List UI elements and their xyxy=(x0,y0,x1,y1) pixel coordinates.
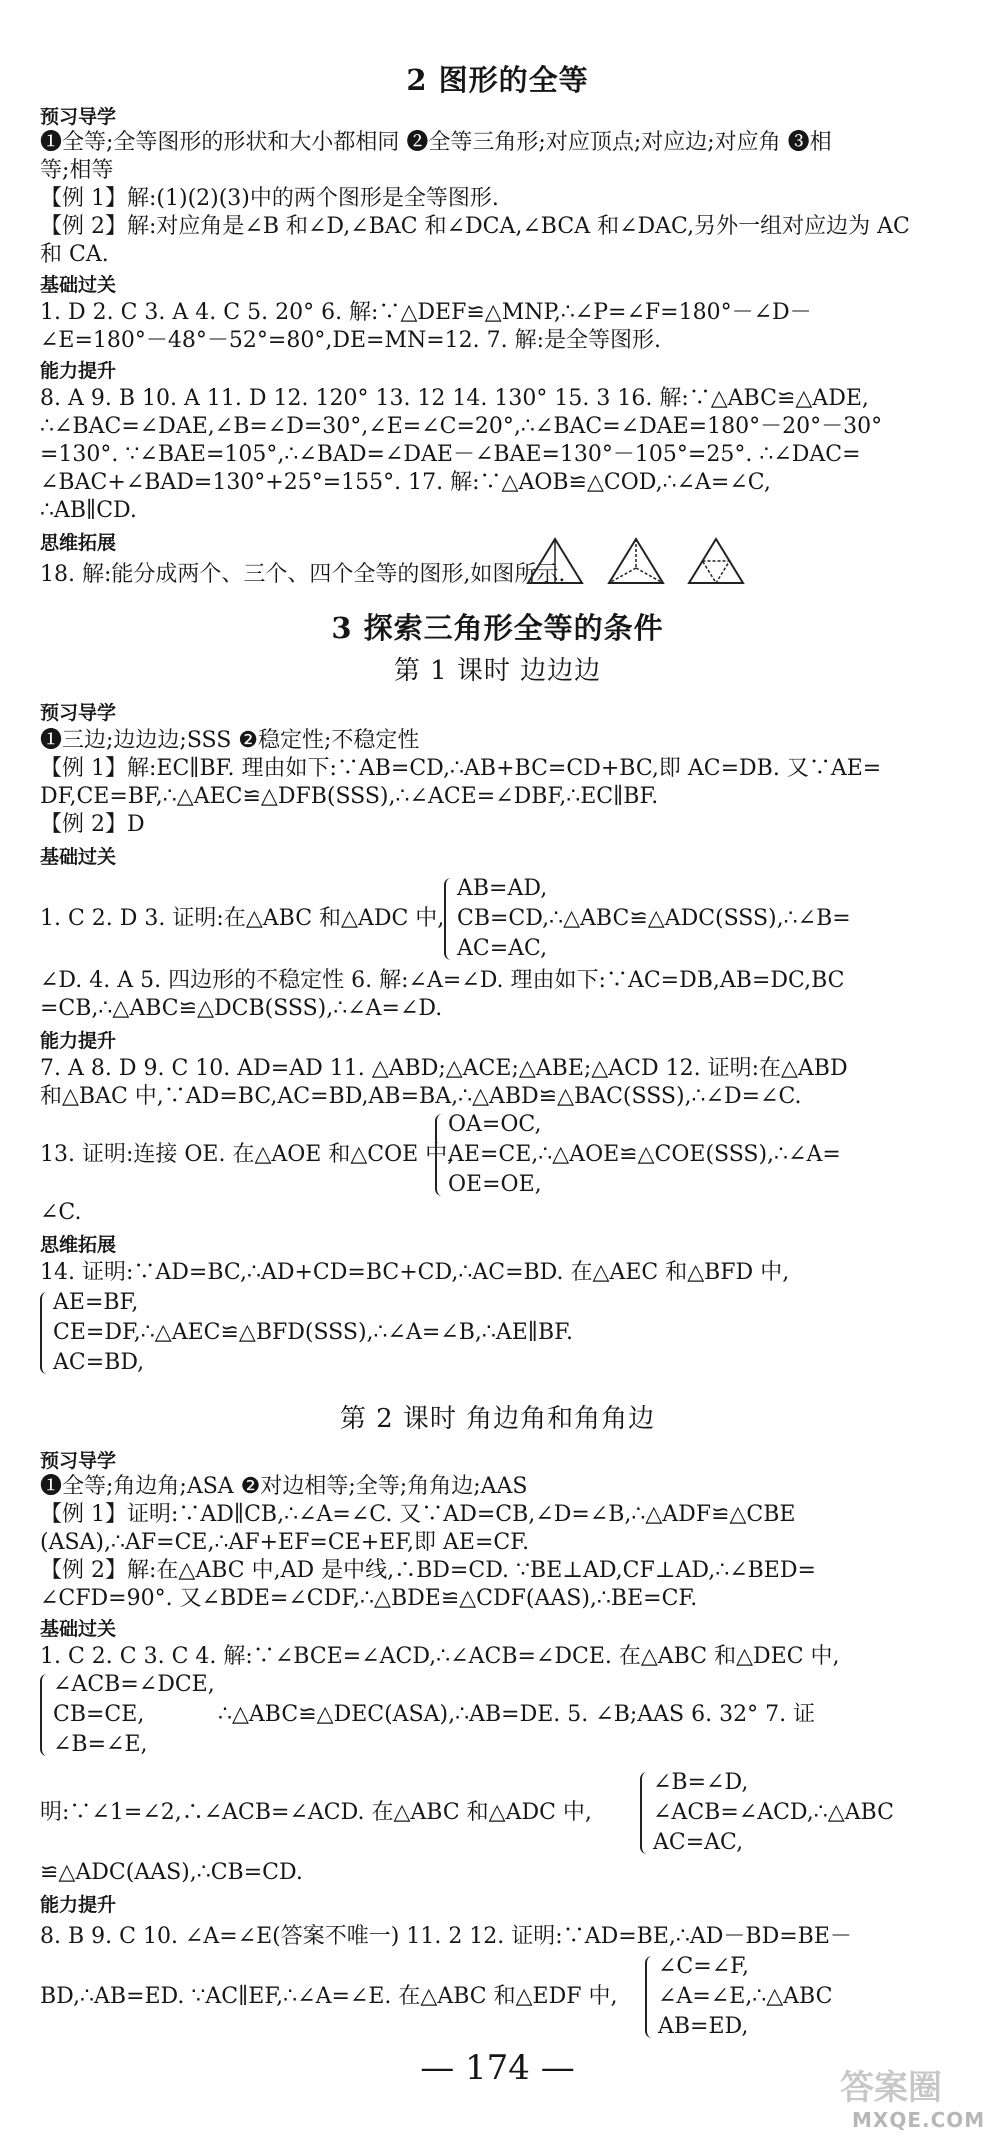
watermark-url: MXQE.COM xyxy=(852,2108,986,2132)
text-line: BD,∴AB=ED. ∵AC∥EF,∴∠A=∠E. 在△ABC 和△EDF 中, xyxy=(40,1984,618,2009)
text-line: 和 CA. xyxy=(40,242,109,267)
text-line: ∠D. 4. A 5. 四边形的不稳定性 6. 解:∠A=∠D. 理由如下:∵AC=DB,AB=DC,BC xyxy=(40,968,845,993)
brace-line: OE=OE, xyxy=(448,1172,542,1197)
section-heading: 预习导学 xyxy=(40,702,117,724)
brace-line: AC=AC, xyxy=(457,936,548,961)
triangle-three-parts-figure xyxy=(606,536,666,586)
text-line: 8. B 9. C 10. ∠A=∠E(答案不唯一) 11. 2 12. 证明:∵AD=BE,∴AD－BD=BE－ xyxy=(40,1924,852,1949)
text-line: 【例 2】D xyxy=(40,812,145,837)
text-line: ❶全等;角边角;ASA ❷对边相等;全等;角角边;AAS xyxy=(40,1474,528,1499)
section-heading: 思维拓展 xyxy=(40,532,117,554)
section-heading: 思维拓展 xyxy=(40,1234,117,1256)
text-line: ❶三边;边边边;SSS ❷稳定性;不稳定性 xyxy=(40,728,420,753)
text-line: 【例 1】解:EC∥BF. 理由如下:∵AB=CD,∴AB+BC=CD+BC,即 AC=DB. 又∵AE= xyxy=(40,756,882,781)
page-number: — 174 — xyxy=(420,2048,575,2088)
text-line: ❶全等;全等图形的形状和大小都相同 ❷全等三角形;对应顶点;对应边;对应角 ❸相 xyxy=(40,130,832,155)
brace-line: AC=BD, xyxy=(53,1350,145,1375)
equation-brace xyxy=(40,1670,215,1760)
section-title: 2 图形的全等 xyxy=(406,63,589,97)
text-line: ∴△ABC≌△DEC(ASA),∴AB=DE. 5. ∠B;AAS 6. 32° 7. 证 xyxy=(218,1702,816,1727)
section-heading: 基础过关 xyxy=(40,1618,117,1640)
text-line: 18. 解:能分成两个、三个、四个全等的图形,如图所示. xyxy=(40,562,566,587)
section-title: 3 探索三角形全等的条件 xyxy=(331,611,664,645)
brace-line: AB=AD, xyxy=(457,876,548,901)
section-heading: 能力提升 xyxy=(40,1030,117,1052)
brace-line: CE=DF,∴△AEC≌△BFD(SSS),∴∠A=∠B,∴AE∥BF. xyxy=(53,1320,573,1345)
text-line: 1. C 2. D 3. 证明:在△ABC 和△ADC 中, xyxy=(40,906,445,931)
equation-brace xyxy=(435,1110,841,1200)
text-line: (ASA),∴AF=CE,∴AF+EF=CE+EF,即 AE=CF. xyxy=(40,1530,530,1555)
text-line: 【例 2】解:在△ABC 中,AD 是中线,∴BD=CD. ∵BE⊥AD,CF⊥AD,∴∠BED= xyxy=(40,1558,816,1583)
equation-brace xyxy=(444,874,851,964)
text-line: 【例 1】证明:∵AD∥CB,∴∠A=∠C. 又∵AD=CB,∠D=∠B,∴△ADF≌△CBE xyxy=(40,1502,796,1527)
brace-line: ∠ACB=∠DCE, xyxy=(53,1672,215,1697)
section-heading: 预习导学 xyxy=(40,1450,117,1472)
text-line: 【例 1】解:(1)(2)(3)中的两个图形是全等图形. xyxy=(40,186,499,211)
text-line: 7. A 8. D 9. C 10. AD=AD 11. △ABD;△ACE;△ABE;△ACD 12. 证明:在△ABD xyxy=(40,1056,848,1081)
brace-line: ∠B=∠E, xyxy=(53,1732,148,1757)
brace-line: AB=ED, xyxy=(658,2014,749,2039)
text-line: 8. A 9. B 10. A 11. D 12. 120° 13. 12 14. 130° 15. 3 16. 解:∵△ABC≌△ADE, xyxy=(40,386,869,411)
brace-line: AE=BF, xyxy=(53,1290,139,1315)
text-line: 13. 证明:连接 OE. 在△AOE 和△COE 中, xyxy=(40,1142,455,1167)
text-line: ≌△ADC(AAS),∴CB=CD. xyxy=(40,1860,303,1885)
text-line: ∴∠BAC=∠DAE,∠B=∠D=30°,∠E=∠C=20°,∴∠BAC=∠DAE=180°－20°－30° xyxy=(40,414,883,439)
brace-line: AE=CE,∴△AOE≌△COE(SSS),∴∠A= xyxy=(448,1142,841,1167)
section-heading: 基础过关 xyxy=(40,846,117,868)
brace-line: ∠B=∠D, xyxy=(653,1770,749,1795)
lesson-title: 第 2 课时 角边角和角角边 xyxy=(339,1404,656,1434)
triangle-two-parts-figure xyxy=(525,536,585,586)
brace-line: OA=OC, xyxy=(448,1112,542,1137)
brace-line: CB=CE, xyxy=(53,1702,145,1727)
text-line: ∠E=180°－48°－52°=80°,DE=MN=12. 7. 解:是全等图形. xyxy=(40,328,662,353)
section-heading: 能力提升 xyxy=(40,360,117,382)
brace-line: ∠A=∠E,∴△ABC xyxy=(658,1984,833,2009)
text-line: 【例 2】解:对应角是∠B 和∠D,∠BAC 和∠DCA,∠BCA 和∠DAC,另外一组对应边为 AC xyxy=(40,214,910,239)
text-line: =CB,∴△ABC≌△DCB(SSS),∴∠A=∠D. xyxy=(40,996,443,1021)
text-line: ∠BAC+∠BAD=130°+25°=155°. 17. 解:∵△AOB≌△COD,∴∠A=∠C, xyxy=(40,470,771,495)
brace-line: ∠C=∠F, xyxy=(658,1954,749,1979)
brace-line: AC=AC, xyxy=(653,1830,744,1855)
text-line: 1. D 2. C 3. A 4. C 5. 20° 6. 解:∵△DEF≌△MNP,∴∠P=∠F=180°－∠D－ xyxy=(40,300,812,325)
text-line: 和△BAC 中,∵AD=BC,AC=BD,AB=BA,∴△ABD≌△BAC(SSS),∴∠D=∠C. xyxy=(40,1084,802,1109)
equation-brace xyxy=(645,1952,832,2042)
text-line: 等;相等 xyxy=(40,158,114,183)
equation-brace xyxy=(640,1768,894,1858)
text-line: ∠C. xyxy=(40,1200,82,1225)
text-line: ∠CFD=90°. 又∠BDE=∠CDF,∴△BDE≌△CDF(AAS),∴BE=CF. xyxy=(40,1586,698,1611)
watermark-logo: 答案圈 xyxy=(840,2068,942,2108)
text-line: DF,CE=BF,∴△AEC≌△DFB(SSS),∴∠ACE=∠DBF,∴EC∥BF. xyxy=(40,784,659,809)
equation-brace xyxy=(40,1288,573,1378)
brace-line: CB=CD,∴△ABC≌△ADC(SSS),∴∠B= xyxy=(457,906,851,931)
lesson-title: 第 1 课时 边边边 xyxy=(393,656,602,686)
text-line: ∴AB∥CD. xyxy=(40,498,137,523)
triangle-four-parts-figure xyxy=(686,536,746,586)
section-heading: 预习导学 xyxy=(40,106,117,128)
section-heading: 基础过关 xyxy=(40,274,117,296)
text-line: =130°. ∵∠BAE=105°,∴∠BAD=∠DAE－∠BAE=130°－105°=25°. ∴∠DAC= xyxy=(40,442,861,467)
brace-line: ∠ACB=∠ACD,∴△ABC xyxy=(653,1800,894,1825)
text-line: 1. C 2. C 3. C 4. 解:∵∠BCE=∠ACD,∴∠ACB=∠DCE. 在△ABC 和△DEC 中, xyxy=(40,1644,840,1669)
text-line: 14. 证明:∵AD=BC,∴AD+CD=BC+CD,∴AC=BD. 在△AEC 和△BFD 中, xyxy=(40,1260,790,1285)
section-heading: 能力提升 xyxy=(40,1894,117,1916)
text-line: 明:∵∠1=∠2,∴∠ACB=∠ACD. 在△ABC 和△ADC 中, xyxy=(40,1800,592,1825)
